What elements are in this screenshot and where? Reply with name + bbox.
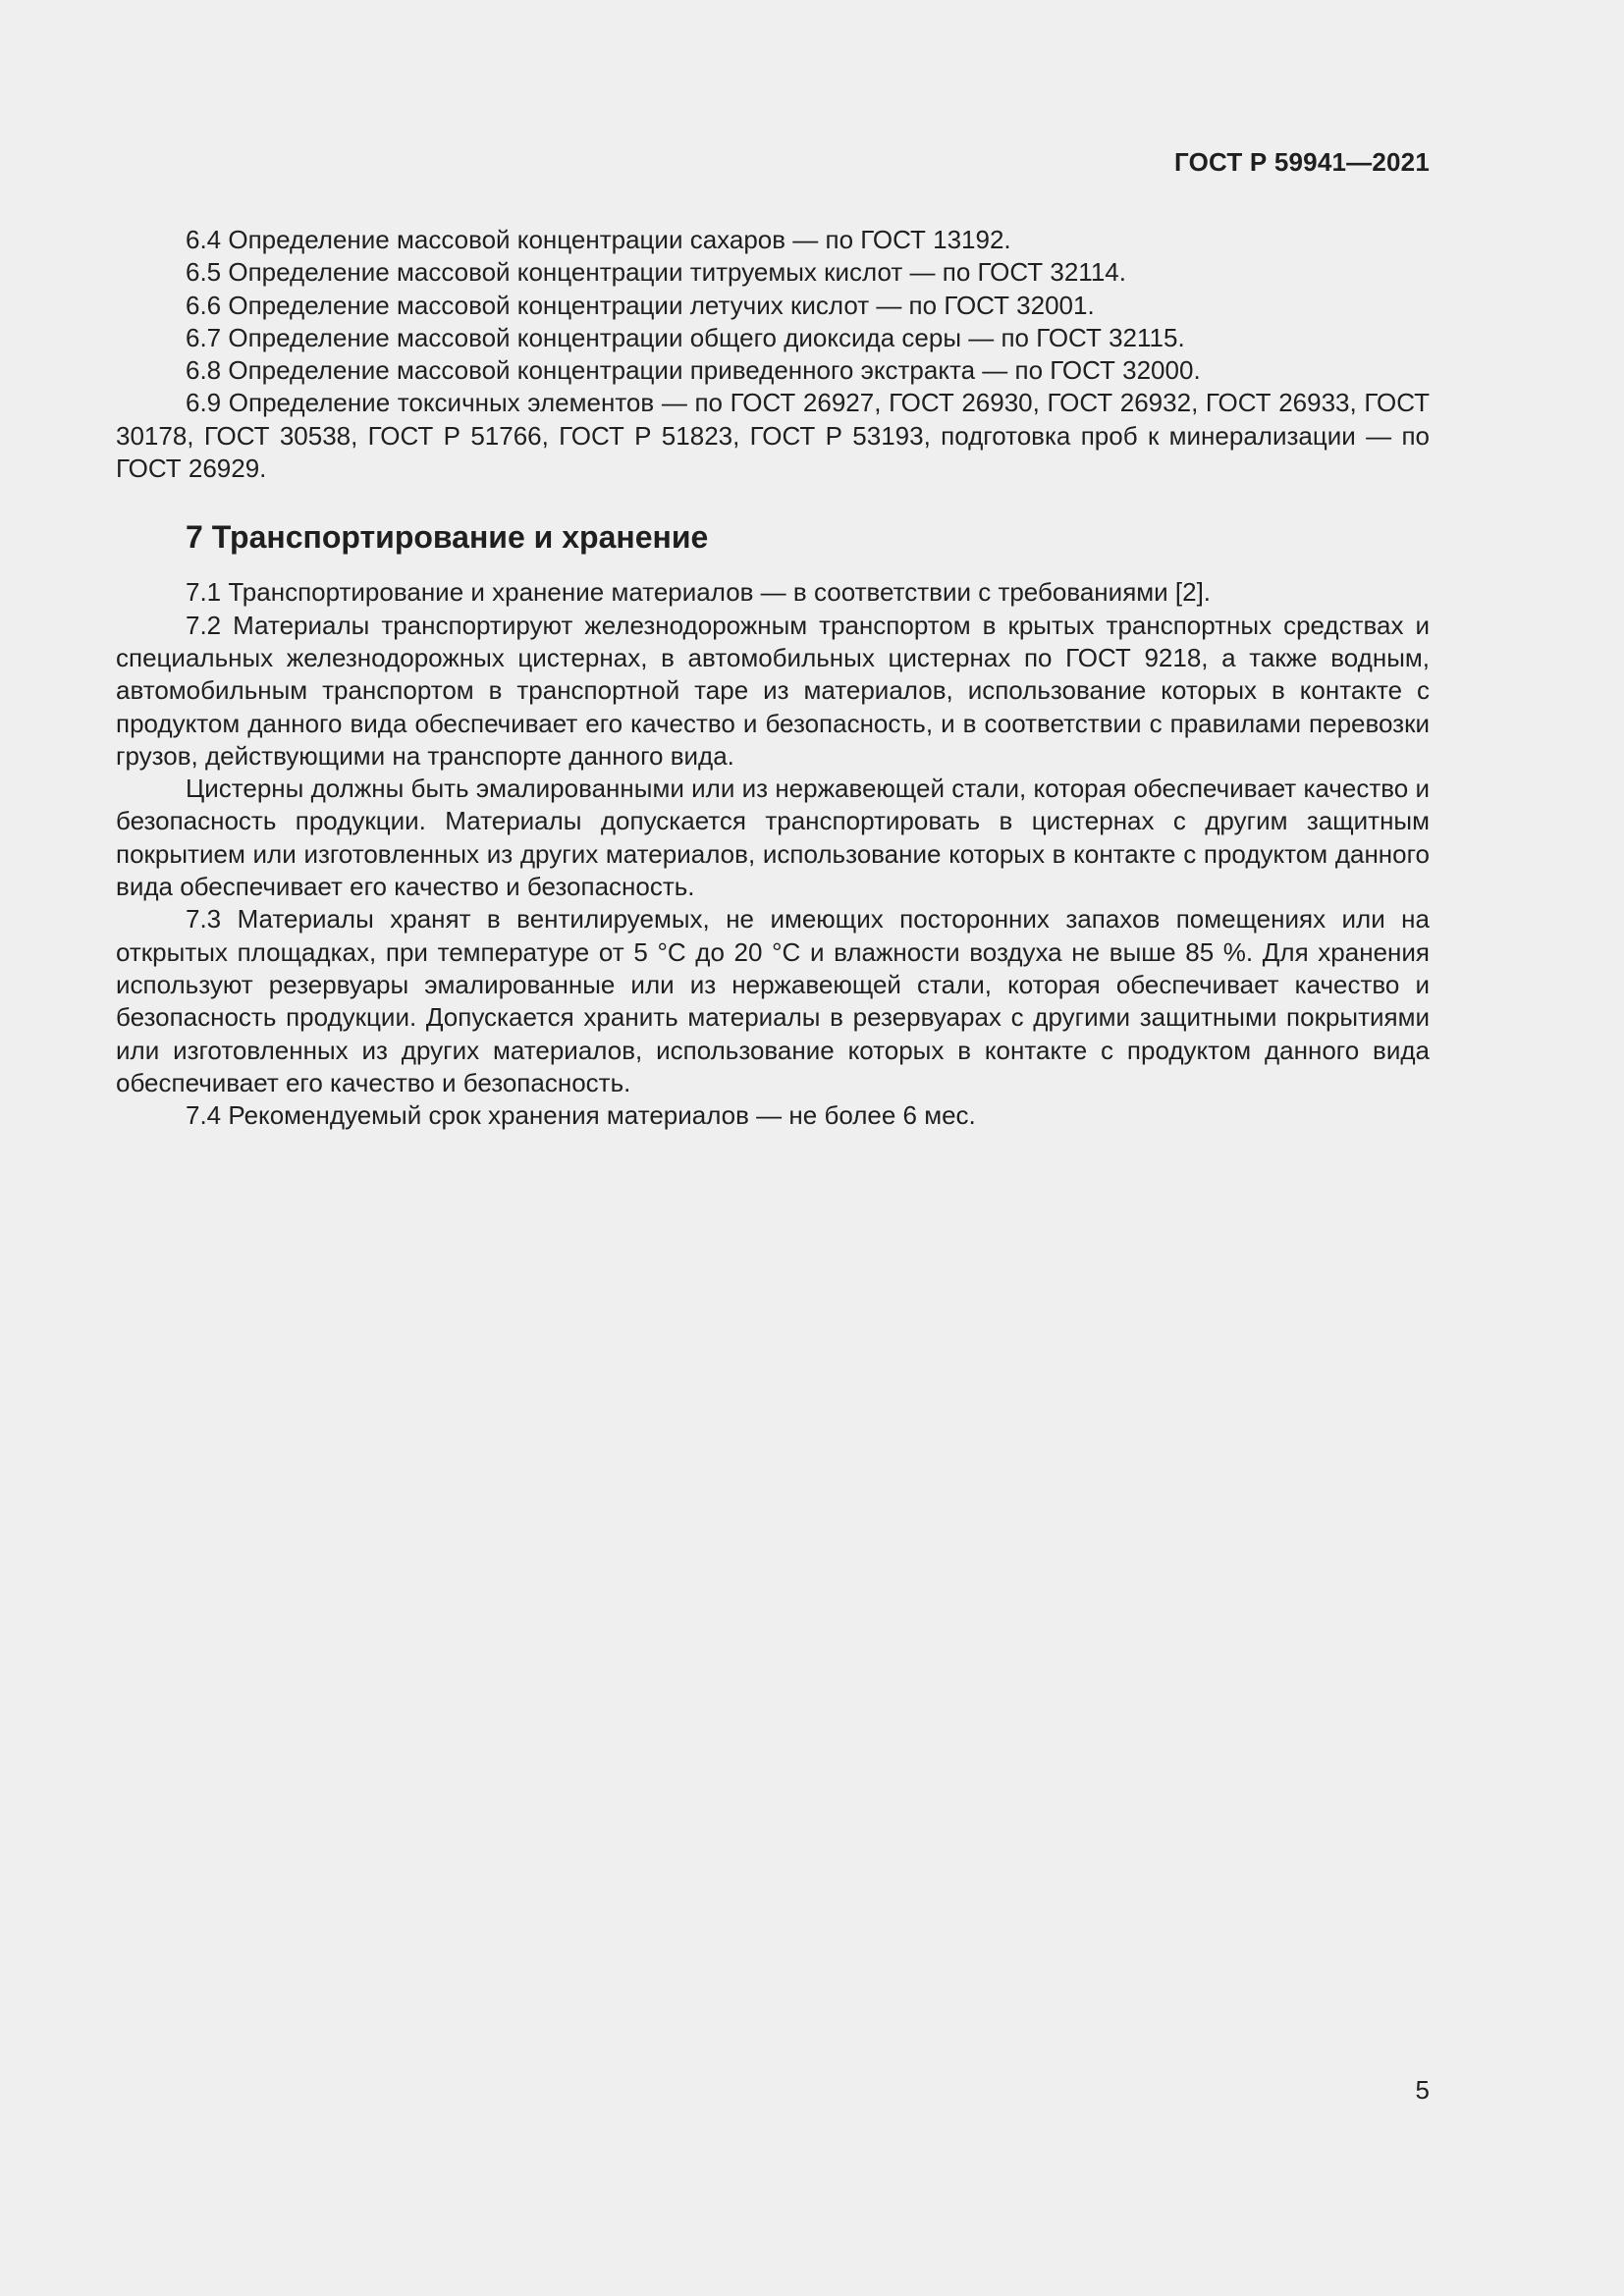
document-code: ГОСТ Р 59941—2021 bbox=[1174, 147, 1430, 177]
page-number: 5 bbox=[1415, 2075, 1430, 2105]
paragraph-6-4: 6.4 Определение массовой концентрации сахаров — по ГОСТ 13192. bbox=[186, 225, 1011, 254]
paragraph-tanks: Цистерны должны быть эмалированными или из нержавеющей стали, которая обеспечивает качество и безопасность продукции. Материалы допускается транспортировать в цистернах с другим защитным покрытием или изготовленных из других материалов, использование которых в контакте с продуктом данного вида обеспечивает его качество и безопасность. bbox=[116, 774, 1430, 902]
paragraph-7-3: 7.3 Материалы хранят в вентилируемых, не имеющих посторонних запахов помещениях или на открытых площадках, при температуре от 5 °С до 20 °С и влажности воздуха не выше 85 %. Для хранения используют резервуары эмалированные или из нержавеющей стали, которая обеспечивает качество и безопасность продукции. Допускается хранить материалы в резервуарах с другими защитными покрытиями или изготовленных из других материалов, использование которых в контакте с продуктом данного вида обеспечивает его качество и безопасность. bbox=[116, 904, 1430, 1097]
paragraph-6-7: 6.7 Определение массовой концентрации общего диоксида серы — по ГОСТ 32115. bbox=[186, 322, 1185, 352]
paragraph-6-8: 6.8 Определение массовой концентрации приведенного экстракта — по ГОСТ 32000. bbox=[186, 355, 1201, 386]
page-content bbox=[116, 224, 1430, 1132]
paragraph-7-1: 7.1 Транспортирование и хранение материалов — в соответствии с требованиями [2]. bbox=[186, 577, 1212, 608]
paragraph-6-9: 6.9 Определение токсичных элементов — по ГОСТ 26927, ГОСТ 26930, ГОСТ 26932, ГОСТ 26933, ГОСТ 30178, ГОСТ 30538, ГОСТ Р 51766, ГОСТ Р 51823, ГОСТ Р 53193, подготовка проб к минерализации — по ГОСТ 26929. bbox=[116, 388, 1430, 484]
paragraph-6-5: 6.5 Определение массовой концентрации титруемых кислот — по ГОСТ 32114. bbox=[186, 257, 1126, 288]
paragraph-6-6: 6.6 Определение массовой концентрации летучих кислот — по ГОСТ 32001. bbox=[186, 290, 1095, 320]
section-7-heading: 7 Транспортирование и хранение bbox=[186, 519, 709, 556]
paragraph-7-2: 7.2 Материалы транспортируют железнодорожным транспортом в крытых транспортных средствах и специальных железнодорожных цистернах, в автомобильных цистернах по ГОСТ 9218, а также водным, автомобильным транспортом в транспортной таре из материалов, использование которых в контакте с продуктом данного вида обеспечивает его качество и безопасность, и в соответствии с правилами перевозки грузов, действующими на транспорте данного вида. bbox=[116, 610, 1430, 771]
paragraph-7-4: 7.4 Рекомендуемый срок хранения материалов — не более 6 мес. bbox=[186, 1100, 976, 1131]
